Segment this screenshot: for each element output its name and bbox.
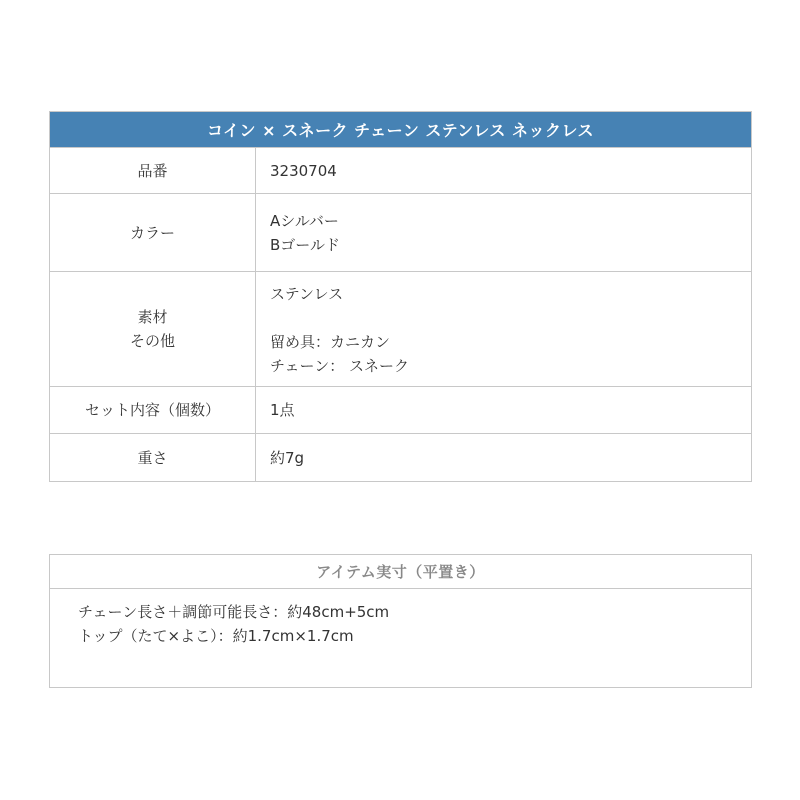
spec-label: セット内容（個数）	[50, 387, 256, 433]
spec-row-material	[50, 271, 751, 386]
top-size-line: トップ（たて×よこ）：約1.7cm×1.7cm	[78, 627, 354, 645]
spec-value: ステンレス 留め具：カニカン チェーン： スネーク	[270, 285, 410, 375]
spec-title: コイン × スネーク チェーン ステンレス ネックレス	[50, 112, 751, 147]
spec-row-weight	[50, 433, 751, 481]
spec-label: 品番	[50, 148, 256, 193]
item-size-box	[49, 554, 752, 688]
spec-value: 約7g	[270, 448, 305, 467]
spec-label: 重さ	[50, 434, 256, 481]
chain-length-line: チェーン長さ＋調節可能長さ：約48cm+5cm	[78, 603, 390, 621]
spec-value: Aシルバー Bゴールド	[270, 211, 340, 254]
item-size-body	[50, 589, 751, 648]
spec-label: 素材 その他	[50, 272, 256, 386]
spec-value: 1点	[270, 401, 295, 419]
spec-value: 3230704	[270, 161, 337, 180]
spec-row-color	[50, 193, 751, 271]
spec-label: カラー	[50, 194, 256, 271]
spec-row-set-contents	[50, 386, 751, 433]
spec-table	[49, 111, 752, 482]
spec-row-product-number	[50, 147, 751, 193]
item-size-title: アイテム実寸（平置き）	[50, 555, 751, 589]
